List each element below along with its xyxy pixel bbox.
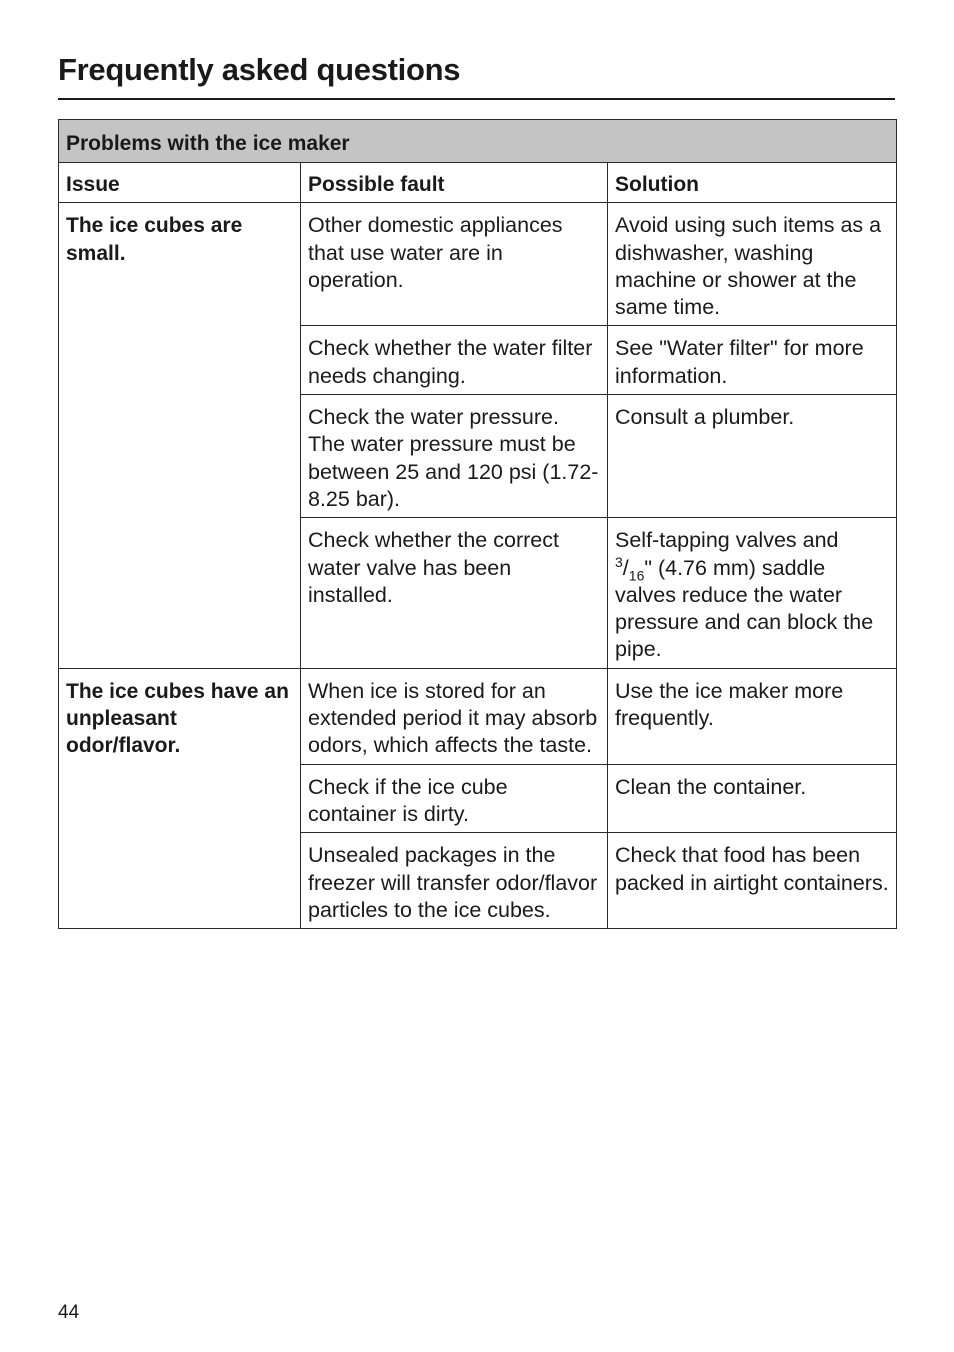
- section-title: Problems with the ice maker: [59, 120, 897, 163]
- fault-cell: Unsealed packages in the freezer will transfer odor/flavor particles to the ice cubes.: [301, 833, 608, 929]
- fraction-numerator: 3: [615, 553, 623, 570]
- issue-cell: The ice cubes have an unpleasant odor/flavor.: [59, 668, 301, 928]
- faq-table: [58, 119, 897, 929]
- column-header-possible-fault: Possible fault: [301, 163, 608, 203]
- page-number: 44: [58, 1302, 80, 1323]
- fault-cell: Check if the ice cube container is dirty.: [301, 764, 608, 833]
- title-divider: [58, 98, 895, 100]
- page-title: Frequently asked questions: [58, 52, 461, 87]
- table-row: [59, 668, 897, 764]
- fault-cell: Check the water pressure. The water pressure must be between 25 and 120 psi (1.72-8.25 bar).: [301, 395, 608, 518]
- fraction-slash: /: [622, 555, 629, 580]
- solution-cell: Check that food has been packed in airtight containers.: [608, 833, 897, 929]
- solution-cell: Clean the container.: [608, 764, 897, 833]
- fault-cell: Check whether the water filter needs changing.: [301, 326, 608, 395]
- solution-cell: Consult a plumber.: [608, 395, 897, 518]
- column-header-solution: Solution: [608, 163, 897, 203]
- column-header-issue: Issue: [59, 163, 301, 203]
- solution-cell: [608, 518, 897, 668]
- section-header-row: [59, 120, 897, 163]
- fraction-denominator: 16: [628, 566, 645, 583]
- fault-cell: Other domestic appliances that use water are in operation.: [301, 203, 608, 326]
- issue-cell: The ice cubes are small.: [59, 203, 301, 668]
- solution-cell: Use the ice maker more frequently.: [608, 668, 897, 764]
- fault-cell: Check whether the correct water valve has been installed.: [301, 518, 608, 668]
- solution-cell: Avoid using such items as a dishwasher, washing machine or shower at the same time.: [608, 203, 897, 326]
- solution-text-prefix: Self-tapping valves and: [615, 528, 839, 553]
- column-header-row: [59, 163, 897, 203]
- fault-cell: When ice is stored for an extended period it may absorb odors, which affects the taste.: [301, 668, 608, 764]
- table-row: [59, 203, 897, 326]
- solution-text-suffix: " (4.76 mm) saddle valves reduce the water pressure and can block the pipe.: [615, 555, 874, 662]
- solution-cell: See "Water filter" for more information.: [608, 326, 897, 395]
